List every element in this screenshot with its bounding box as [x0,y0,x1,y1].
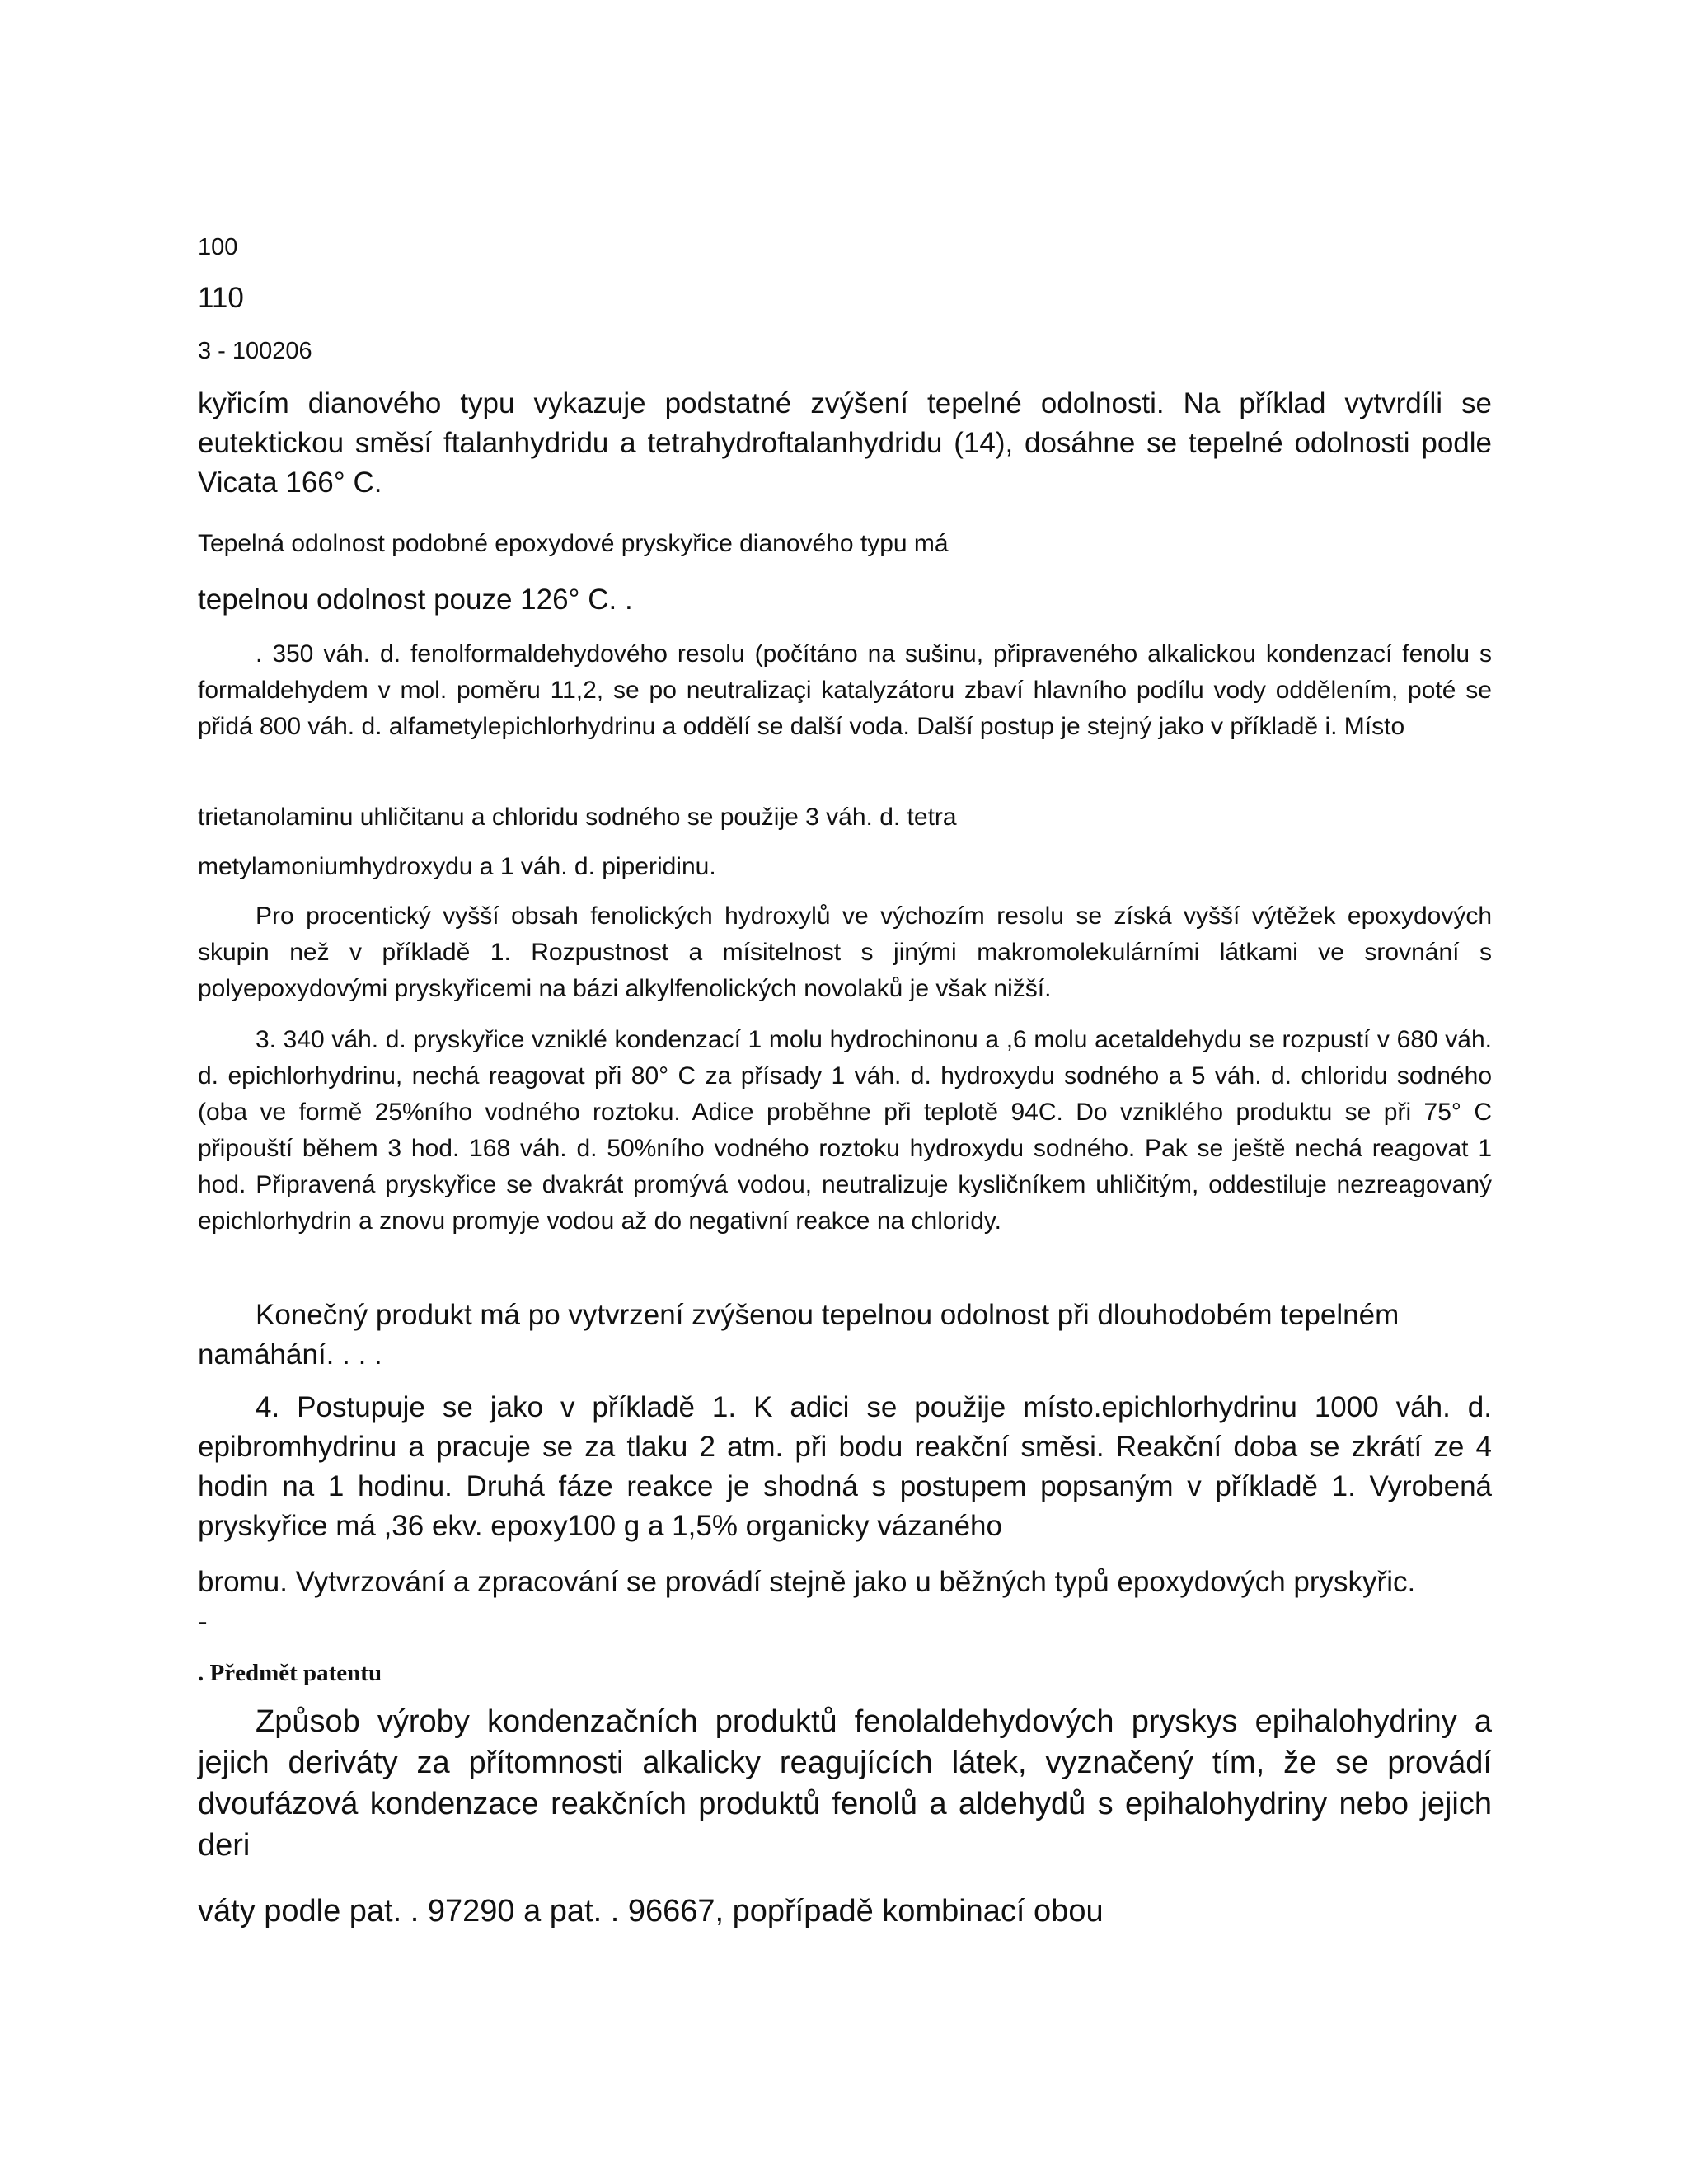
paragraph-metylamonium: metylamoniumhydroxydu a 1 váh. d. piperidinu. [198,853,716,880]
paragraph-heat-resistance: kyřicím dianového typu vykazuje podstatné zvýšení tepelné odolnosti. Na příklad vytvrdíli se eutektickou směsí ftalanhydridu a tetrahydroftalanhydridu (14), dosáhne se tepelné odolnosti podle Vicata 166° C. [198,387,1492,499]
paragraph-heat-resistance-126: tepelnou odolnost pouze 126° C. . [198,583,633,616]
paragraph-example-2: . 350 váh. d. fenolformaldehydového resolu (počítáno na sušinu, připraveného alkalickou kondenzací fenolu s formaldehydem v mol. poměru 11,2, se po neutralizaçi katalyzátoru zbaví hlavního podílu vody oddělením, poté se přidá 800 váh. d. alfametylepichlorhydrinu a oddělí se další voda. Další postup je stejný jako v příkladě i. Místo [198,640,1492,740]
header-number-110: 110 [198,282,244,314]
paragraph-patent-claim: Způsob výroby kondenzačních produktů fenolaldehydových pryskys epihalohydriny a jejich deriváty za přítomnosti alkalicky reagujících látek, vyznačený tím, že se provádí dvoufázová kondenzace reakčních produktů fenolů a aldehydů s epihalohydriny nebo jejich deri [198,1704,1492,1863]
section-heading-patent: . Předmět patentu [198,1660,382,1686]
paragraph-dash: - [198,1605,208,1638]
paragraph-example-4: 4. Postupuje se jako v příkladě 1. K adici se použije místo.epichlorhydrinu 1000 váh. d. epibromhydrinu a pracuje se za tlaku 2 atm. při bodu reakční směsi. Reakční doba se zkrátí ze 4 hodin na 1 hodinu. Druhá fáze reakce je shodná s postupem popsaným v příkladě 1. Vyrobená pryskyřice má ,36 ekv. epoxy100 g a 1,5% organicky vázaného [198,1391,1492,1542]
header-number-100: 100 [198,234,238,260]
paragraph-trietanolamin: trietanolaminu uhličitanu a chloridu sodného se použije 3 váh. d. tetra [198,804,957,831]
paragraph-example-3: 3. 340 váh. d. pryskyřice vzniklé kondenzací 1 molu hydrochinonu a ,6 molu acetaldehydu se rozpustí v 680 váh. d. epichlorhydrinu, nechá reagovat při 80° C za přísady 1 váh. d. hydroxydu sodného a 5 váh. d. chloridu sodného (oba ve formě 25%ního vodného roztoku. Adice proběhne při teplotě 94C. Do vzniklého produktu se při 75° C připouští během 3 hod. 168 váh. d. 50%ního vodného roztoku hydroxydu sodného. Pak se ještě nechá reagovat 1 hod. Připravená pryskyřice se dvakrát promývá vodou, neutralizuje kysličníkem uhličitým, oddestiluje nezreagovaný epichlorhydrin a znovu promyje vodou až do negativní reakce na chloridy. [198,1026,1492,1235]
paragraph-phenolic-hydroxyls: Pro procentický vyšší obsah fenolických hydroxylů ve výchozím resolu se získá vyšší výtěžek epoxydových skupin než v příkladě 1. Rozpustnost a mísitelnost s jinými makromolekulárními látkami ve srovnání s polyepoxydovými pryskyřicemi na bázi alkylfenolických novolaků je však nižší. [198,902,1492,1002]
header-document-id: 3 - 100206 [198,338,312,364]
paragraph-final-product: Konečný produkt má po vytvrzení zvýšenou tepelnou odolnost při dlouhodobém tepelném namáhání. . . . [198,1299,1400,1371]
paragraph-patent-references: váty podle pat. . 97290 a pat. . 96667, popřípadě kombinací obou [198,1894,1104,1929]
paragraph-dian-resin: Tepelná odolnost podobné epoxydové pryskyřice dianového typu má [198,530,949,557]
paragraph-bromine: bromu. Vytvrzování a zpracování se provádí stejně jako u běžných typů epoxydových pryskyřic. [198,1566,1416,1598]
